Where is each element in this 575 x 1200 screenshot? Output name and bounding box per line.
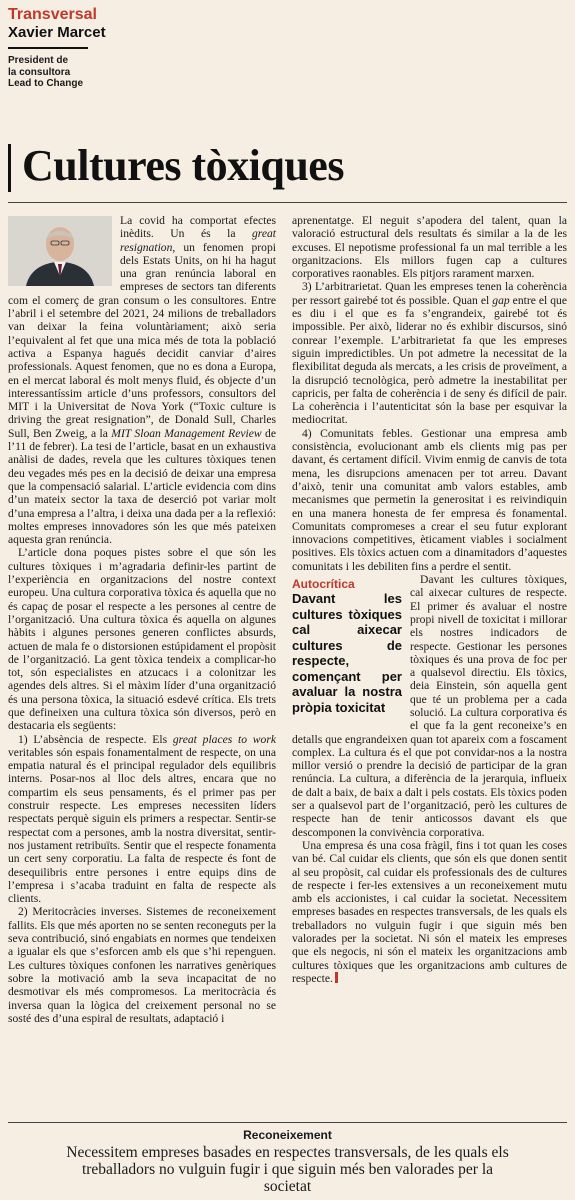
author-name: Xavier Marcet — [8, 24, 106, 41]
paragraph: 3) L’arbitrarietat. Quan les empreses tenen la coherència per ressort gairebé tot és possible. Quan el gap entre el que es diu i el que es fa s’engrandeix, gairebé tot és impossible. Per això, liderar no és exhibir discursos, sinó conrear l’exemple. L’arbitrarietat fa que les empreses siguin impredictibles. Un pot admetre la necessitat de la flexibilitat deguda als mercats, a les crisis de proveïment, a la disrupció tecnològica, però admetre la inestabilitat per capricis, per falta de coherència i de seny és difícil de pair. La coherència i l’autenticitat són la base per esquivar la mediocritat. — [292, 280, 567, 427]
paragraph: Una empresa és una cosa fràgil, fins i tot quan les coses van bé. Cal cuidar els clients, que són els que donen sentit al seu propòsit, cal cuidar els professionals des de cultures de respecte i fer-les extensives a un reconeixement mutu amb els accionistes, i cal cuidar la societat. Necessitem empreses basades en respectes transversals, de les quals els treballadors no vulguin fugir i que siguin més ben valorades per la societat. Ni són el mateix les empreses que els negocis, ni són el mateix les organitzacions amb cultures tòxiques que les organitzacions amb cultures de respecte. — [292, 838, 567, 985]
paragraph: 2) Meritocràcies inverses. Sistemes de reconeixement fallits. Els que més aporten no se senten reconeguts per la seva contribució, sinó engabiats en normes que tendeixen a igualar els que s’esforcen amb els que s’hi repenguen. Les cultures tòxiques confonen les narratives genèriques sobre la motivació amb la seva incapacitat de no desmotivar els més compromesos. La meritocràcia és inversa quan la lògica del creixement personal no se sosté des d’una espiral de resultats, adaptació i — [8, 905, 276, 1025]
paragraph: Davant les cultures tòxiques, cal aixecar cultures de respecte. El primer és avaluar el nostre propi nivell de toxicitat i millorar els nostres indicadors de respecte. Gestionar les persones tòxiques és una prova de foc per a qualsevol directiu. Els tòxics, deia Einstein, són aquella gent que té un problema per a cada solució. La cultura corporativa és el que fa la gent reconeixe’s en detalls que engrandeixen quan tot apareix com a foscament complex. La cultura és el que pot convidar-nos a la nostra millor versió o prendre la decisió de participar de la gran renúncia. La cultura, a diferència de la jerarquia, influeix de dalt a baix, de baix a dalt i pels costats. Els tòxics poden ser a qualsevol part de l’organització, però les cultures de respecte han de tenir anticossos davant els que descomponen la convivència corporativa. — [292, 573, 567, 839]
byline-block — [8, 6, 228, 90]
article-column-left — [8, 214, 276, 1025]
article-column-right — [292, 214, 567, 985]
paragraph: 1) L’absència de respecte. Els great places to work veritables són espais fonamentalment de respecte, on una empatia natural és el principal regulador dels equilibris interns. Posar-nos al lloc dels altres, encara que no compartim els seus pensaments, és el primer pas per construir respecte. Les empreses necessiten líders respectats perquè siguin els primers a respectar. Sentir-se respectat com a persones, amb la nostra diversitat, sentir-nos justament retribuïts. Sentir que el respecte fonamenta un cert seny corporatiu. La falta de respecte és font de desequilibris entre persones i entre equips dins de l’empresa i s’acaba traduint en falta de respecte als clients. — [8, 732, 276, 906]
paragraph: La covid ha comportat efectes inèdits. Un és la great resignation, un fenomen propi dels Estats Units, on hi ha hagut una gran renúncia laboral en empreses de sectors tan diferents com el comerç de gran consum o les consultores. Entre l’abril i el setembre del 2021, 24 milions de treballadors van deixar la feina voluntàriament; això seria l’equivalent al fet que una mica més de tota la població activa a Espanya hagués decidit canviar d’aires professionals. Aquest fenomen, que no es dona a Europa, en el mercat laboral és molt menys fluid, és objecte d’un interessantíssim article d’uns professors, consultors del MIT i la Universitat de Nova York (“Toxic culture is driving the great resignation”, de Donald Sull, Charles Sull, Ben Zweig, a la MIT Sloan Management Review de l’11 de febrer). La tesi de l’article, basat en un exhaustiva anàlisi de dades, revela que les cultures tòxiques tenen deu vegades més pes en la decisió de deixar una empresa que la compensació salarial. L’article evidencia com dins d’un mateix sector la taxa de deserció pot variar molt d’una empresa a l’altra, i deixa una dada per a la reflexió: moltes empreses innovadores són les que més pateixen aquesta gran renúncia. — [8, 214, 276, 547]
article-title: Cultures tòxiques — [22, 141, 344, 190]
end-mark-icon — [335, 972, 338, 983]
footer-highlight: Necessitem empreses basades en respectes transversals, de les quals els treballadors no vulguin fugir i que siguin més ben valorades per la societat — [66, 1144, 509, 1195]
paragraph: 4) Comunitats febles. Gestionar una empresa amb consistència, evolucionant amb els clients mig pas per davant, és certament difícil. Vivim enmig de canvis de tota mena, les disrupcions amenacen per tot arreu. Davant d’això, tenir una comunitat amb valors estables, amb mecanismes que permetin la generositat i es reivindiquin en una manera honesta de fer empresa és fonamental. Comunitats compromeses a crear el seu futur explorant innovacions competitives, èticament viables i socialment positives. Els tòxics actuen com a dinamitadors d’aquestes comunitats i les debiliten fins a perdre el sentit. — [292, 426, 567, 573]
pull-quote-label: Autocrítica — [292, 577, 355, 592]
author-role-line: Lead to Change — [8, 78, 84, 89]
author-role-line: President de — [8, 55, 69, 66]
title-divider — [8, 202, 567, 203]
footer-label: Reconeixement — [243, 1128, 332, 1142]
title-accent-bar — [8, 140, 16, 196]
footer-divider — [8, 1122, 567, 1123]
pull-quote — [292, 577, 402, 715]
byline-divider — [8, 47, 88, 49]
pull-quote-text: Davant les cultures tòxiques cal aixecar cultures de respecte, començant per avaluar la nostra pròpia toxicitat — [292, 591, 402, 715]
author-portrait-icon — [8, 216, 112, 286]
paragraph: aprenentatge. El neguit s’apodera del talent, quan la valoració estructural dels resultats és similar a la de les excuses. El nepotisme professional fa un mal terrible a les organitzacions. Els millors fugen cap a cultures corporatives raonables. Els pitjors rarament marxen. — [292, 214, 567, 281]
paragraph: L’article dona poques pistes sobre el que són les cultures tòxiques i m’agradaria definir-les partint de l’experiència en organitzacions del nostre context europeu. Una cultura corporativa tòxica és aquella que no és capaç de posar el respecte a les persones al centre de l’organització. Una cultura tòxica és aquella on algunes hàbits i algunes persones generen conflictes absurds, actuen de mala fe o distorsionen estúpidament el propòsit de l’organització. La gent tòxica tendeix a complicar-ho tot, són especialistes en atzucacs i a colonitzar les agendes dels altres. Si el màxim líder d’una organització és una persona tòxica, la situació esdevé crítica. Els trets que defineixen una cultura tòxica són diversos, però en destacaria els següents: — [8, 546, 276, 733]
author-photo — [8, 216, 112, 286]
author-role — [8, 55, 228, 90]
section-label: Transversal — [8, 6, 97, 23]
author-role-line: la consultora — [8, 66, 71, 78]
